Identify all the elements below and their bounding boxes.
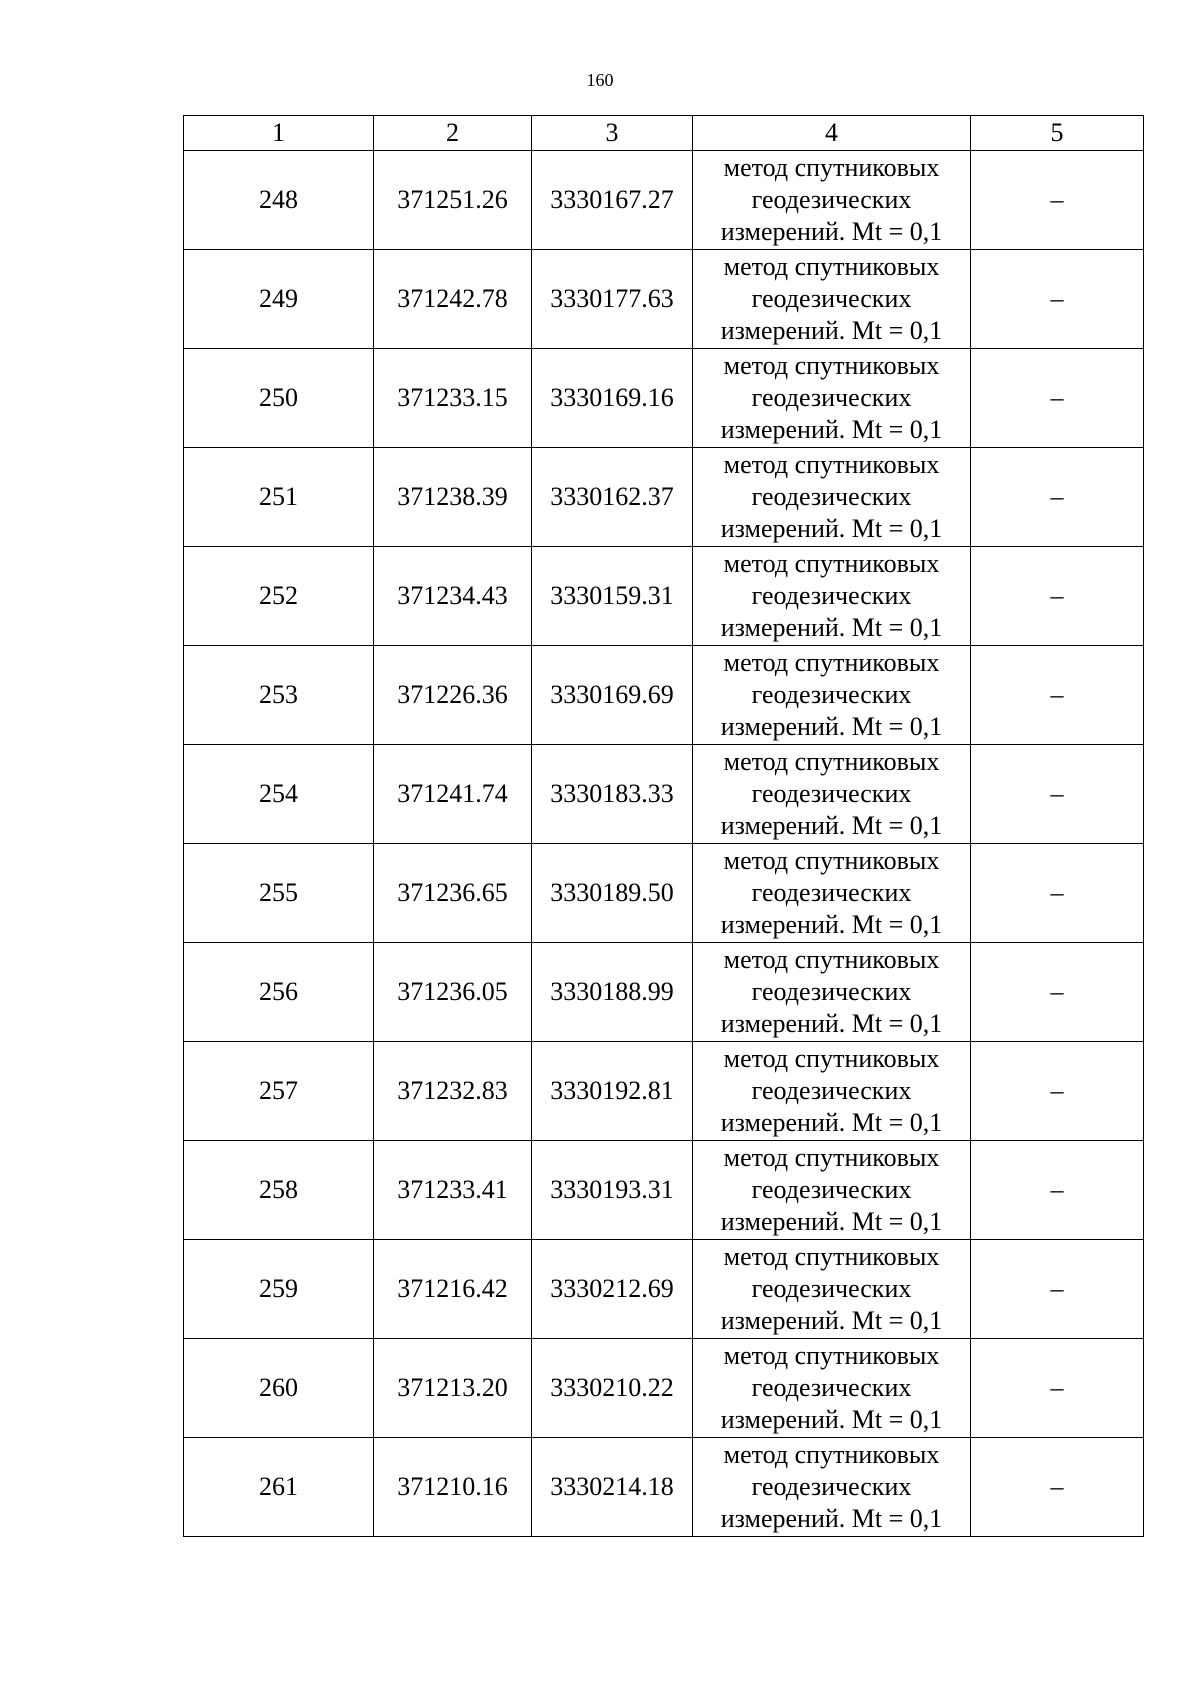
method-line: метод спутниковых [723,1044,940,1073]
y-coordinate-cell: 3330193.31 [532,1141,693,1240]
note-cell: – [971,646,1144,745]
x-coordinate-cell: 371251.26 [374,151,532,250]
note-cell: – [971,943,1144,1042]
method-line: измерений. Mt = 0,1 [720,613,943,642]
method-line: измерений. Mt = 0,1 [720,1405,943,1434]
note-cell: – [971,1141,1144,1240]
x-coordinate-cell: 371232.83 [374,1042,532,1141]
y-coordinate-cell: 3330188.99 [532,943,693,1042]
method-line: геодезических [751,1076,912,1105]
method-cell [693,1042,971,1141]
x-coordinate-cell: 371226.36 [374,646,532,745]
table-row [184,1438,1144,1537]
table-row [184,943,1144,1042]
method-line: геодезических [751,1175,912,1204]
point-number-cell: 261 [184,1438,374,1537]
y-coordinate-cell: 3330162.37 [532,448,693,547]
method-line: геодезических [751,482,912,511]
x-coordinate-cell: 371242.78 [374,250,532,349]
method-line: геодезических [751,977,912,1006]
method-line: измерений. Mt = 0,1 [720,811,943,840]
method-line: метод спутниковых [723,1242,940,1271]
method-line: метод спутниковых [723,1440,940,1469]
table-row [184,547,1144,646]
y-coordinate-cell: 3330183.33 [532,745,693,844]
y-coordinate-cell: 3330214.18 [532,1438,693,1537]
column-header-3: 3 [532,116,693,151]
method-line: геодезических [751,185,912,214]
x-coordinate-cell: 371233.15 [374,349,532,448]
note-cell: – [971,1339,1144,1438]
point-number-cell: 252 [184,547,374,646]
table-row [184,745,1144,844]
note-cell: – [971,1240,1144,1339]
y-coordinate-cell: 3330177.63 [532,250,693,349]
table-row [184,349,1144,448]
method-cell [693,943,971,1042]
method-line: геодезических [751,878,912,907]
point-number-cell: 255 [184,844,374,943]
point-number-cell: 257 [184,1042,374,1141]
column-header-2: 2 [374,116,532,151]
method-line: измерений. Mt = 0,1 [720,514,943,543]
x-coordinate-cell: 371216.42 [374,1240,532,1339]
method-line: метод спутниковых [723,945,940,974]
method-line: геодезических [751,1373,912,1402]
method-line: измерений. Mt = 0,1 [720,316,943,345]
method-cell [693,1141,971,1240]
point-number-cell: 260 [184,1339,374,1438]
column-header-5: 5 [971,116,1144,151]
method-line: геодезических [751,581,912,610]
x-coordinate-cell: 371236.05 [374,943,532,1042]
method-line: метод спутниковых [723,648,940,677]
x-coordinate-cell: 371238.39 [374,448,532,547]
page-number: 160 [586,70,614,90]
x-coordinate-cell: 371236.65 [374,844,532,943]
column-header-1: 1 [184,116,374,151]
coordinates-table [183,115,1144,1537]
y-coordinate-cell: 3330189.50 [532,844,693,943]
point-number-cell: 249 [184,250,374,349]
table-row [184,844,1144,943]
method-line: измерений. Mt = 0,1 [720,712,943,741]
table-row [184,250,1144,349]
note-cell: – [971,1438,1144,1537]
y-coordinate-cell: 3330212.69 [532,1240,693,1339]
note-cell: – [971,844,1144,943]
y-coordinate-cell: 3330159.31 [532,547,693,646]
method-line: метод спутниковых [723,153,940,182]
method-cell [693,1240,971,1339]
x-coordinate-cell: 371213.20 [374,1339,532,1438]
method-line: геодезических [751,680,912,709]
table-row [184,448,1144,547]
table-header-row [184,116,1144,151]
table-row [184,1141,1144,1240]
point-number-cell: 258 [184,1141,374,1240]
method-line: метод спутниковых [723,846,940,875]
point-number-cell: 251 [184,448,374,547]
table-row [184,646,1144,745]
point-number-cell: 256 [184,943,374,1042]
method-cell [693,844,971,943]
method-line: измерений. Mt = 0,1 [720,415,943,444]
method-line: измерений. Mt = 0,1 [720,1108,943,1137]
method-cell [693,151,971,250]
y-coordinate-cell: 3330169.69 [532,646,693,745]
x-coordinate-cell: 371210.16 [374,1438,532,1537]
y-coordinate-cell: 3330210.22 [532,1339,693,1438]
method-line: измерений. Mt = 0,1 [720,1009,943,1038]
table-row [184,1339,1144,1438]
note-cell: – [971,349,1144,448]
x-coordinate-cell: 371241.74 [374,745,532,844]
method-line: измерений. Mt = 0,1 [720,217,943,246]
table-row [184,1042,1144,1141]
table-row [184,1240,1144,1339]
method-cell [693,547,971,646]
method-line: метод спутниковых [723,549,940,578]
note-cell: – [971,151,1144,250]
point-number-cell: 259 [184,1240,374,1339]
method-line: геодезических [751,383,912,412]
method-cell [693,1339,971,1438]
method-cell [693,349,971,448]
method-line: геодезических [751,284,912,313]
method-line: метод спутниковых [723,1143,940,1172]
method-cell [693,646,971,745]
note-cell: – [971,547,1144,646]
note-cell: – [971,1042,1144,1141]
method-line: метод спутниковых [723,747,940,776]
method-line: измерений. Mt = 0,1 [720,1504,943,1533]
y-coordinate-cell: 3330169.16 [532,349,693,448]
x-coordinate-cell: 371233.41 [374,1141,532,1240]
method-line: геодезических [751,779,912,808]
y-coordinate-cell: 3330167.27 [532,151,693,250]
note-cell: – [971,250,1144,349]
table-body [184,151,1144,1537]
method-cell [693,448,971,547]
method-line: измерений. Mt = 0,1 [720,910,943,939]
point-number-cell: 248 [184,151,374,250]
note-cell: – [971,448,1144,547]
method-line: геодезических [751,1274,912,1303]
y-coordinate-cell: 3330192.81 [532,1042,693,1141]
point-number-cell: 253 [184,646,374,745]
method-cell [693,1438,971,1537]
point-number-cell: 254 [184,745,374,844]
note-cell: – [971,745,1144,844]
column-header-4: 4 [693,116,971,151]
method-line: геодезических [751,1472,912,1501]
method-line: метод спутниковых [723,450,940,479]
method-line: метод спутниковых [723,1341,940,1370]
method-line: метод спутниковых [723,351,940,380]
point-number-cell: 250 [184,349,374,448]
method-cell [693,250,971,349]
table-row [184,151,1144,250]
method-line: измерений. Mt = 0,1 [720,1306,943,1335]
method-line: метод спутниковых [723,252,940,281]
method-line: измерений. Mt = 0,1 [720,1207,943,1236]
x-coordinate-cell: 371234.43 [374,547,532,646]
method-cell [693,745,971,844]
